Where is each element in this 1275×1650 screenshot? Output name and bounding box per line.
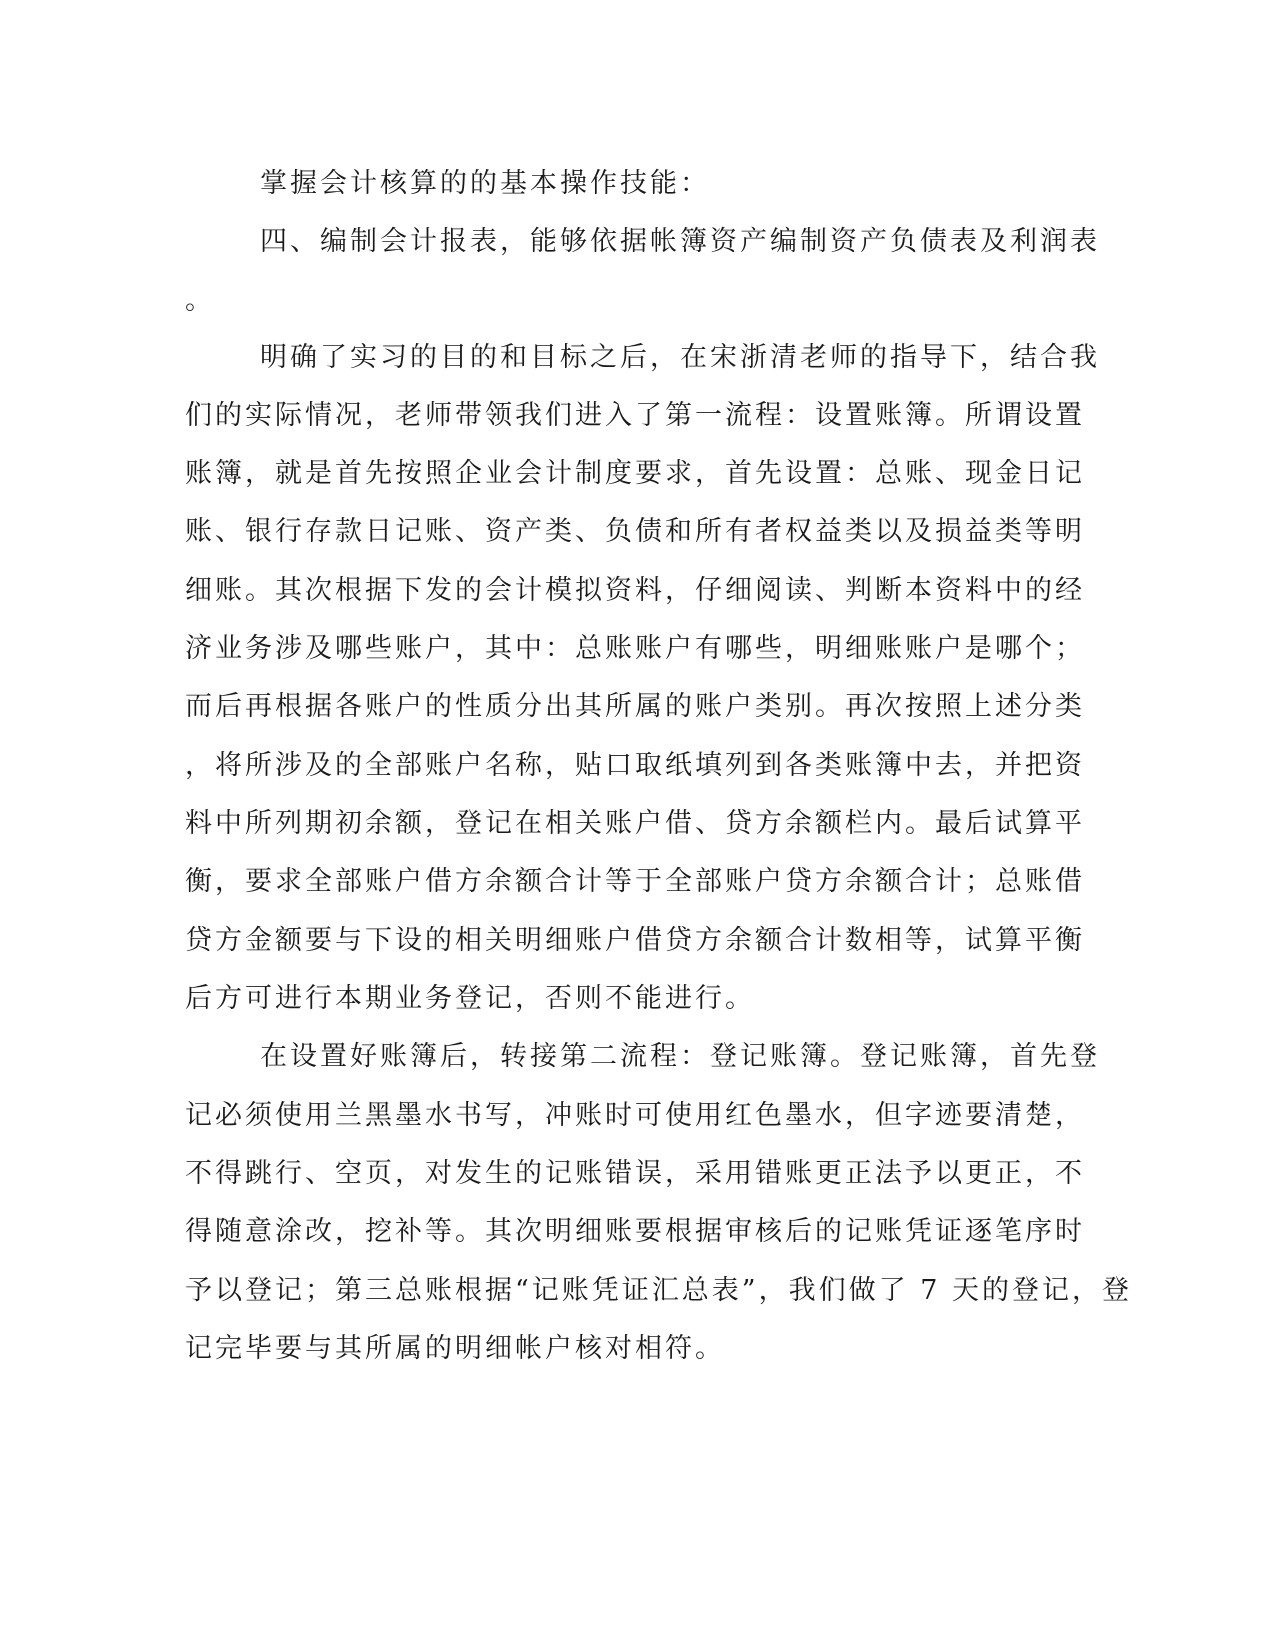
text-line: 掌握会计核算的的基本操作技能： — [260, 168, 710, 199]
text-line: 济业务涉及哪些账户，其中：总账账户有哪些，明细账账户是哪个； — [185, 633, 1085, 664]
text-line: 记必须使用兰黑墨水书写，冲账时可使用红色墨水，但字迹要清楚， — [185, 1100, 1085, 1131]
text-line: 得随意涂改，挖补等。其次明细账要根据审核后的记账凭证逐笔序时 — [185, 1216, 1085, 1247]
text-line: 记完毕要与其所属的明细帐户核对相符。 — [185, 1333, 725, 1364]
text-line: 。 — [185, 285, 215, 316]
text-line: 而后再根据各账户的性质分出其所属的账户类别。再次按照上述分类 — [185, 691, 1085, 722]
text-line: 料中所列期初余额，登记在相关账户借、贷方余额栏内。最后试算平 — [185, 808, 1085, 839]
text-line: 明确了实习的目的和目标之后，在宋浙清老师的指导下，结合我 — [260, 342, 1100, 373]
text-line: 四、编制会计报表，能够依据帐簿资产编制资产负债表及利润表 — [260, 226, 1100, 257]
text-line: 后方可进行本期业务登记，否则不能进行。 — [185, 983, 755, 1014]
text-line: 不得跳行、空页，对发生的记账错误，采用错账更正法予以更正，不 — [185, 1158, 1085, 1189]
text-line: 在设置好账簿后，转接第二流程：登记账簿。登记账簿，首先登 — [260, 1041, 1100, 1072]
text-line: 账簿，就是首先按照企业会计制度要求，首先设置：总账、现金日记 — [185, 458, 1085, 489]
text-line: 细账。其次根据下发的会计模拟资料，仔细阅读、判断本资料中的经 — [185, 575, 1085, 606]
text-line: 们的实际情况，老师带领我们进入了第一流程：设置账簿。所谓设置 — [185, 400, 1085, 431]
text-line: 账、银行存款日记账、资产类、负债和所有者权益类以及损益类等明 — [185, 516, 1085, 547]
text-line: 予以登记；第三总账根据“记账凭证汇总表”，我们做了 7 天的登记，登 — [185, 1275, 1132, 1306]
text-line: 衡，要求全部账户借方余额合计等于全部账户贷方余额合计；总账借 — [185, 866, 1085, 897]
text-line: ，将所涉及的全部账户名称，贴口取纸填列到各类账簿中去，并把资 — [185, 750, 1085, 781]
text-line: 贷方金额要与下设的相关明细账户借贷方余额合计数相等，试算平衡 — [185, 925, 1085, 956]
